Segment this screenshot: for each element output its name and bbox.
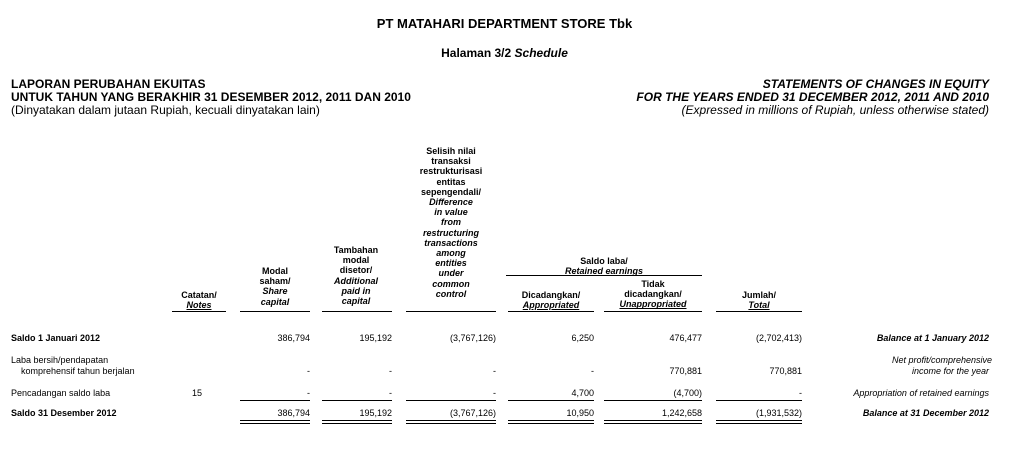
col-header-retained-earnings: Saldo laba/ Retained earnings: [564, 256, 644, 277]
row-appropriation-label-en: Appropriation of retained earnings: [853, 388, 989, 398]
subtotal-line-total: [716, 400, 802, 401]
row-appropriation-unappropriated: (4,700): [673, 388, 702, 398]
row-balance-close-restructuring: (3,767,126): [449, 408, 496, 418]
total-double-line-b-restructuring: [406, 423, 496, 424]
col-header-restructuring: Selisih nilai transaksi restrukturisasi entitas sepengendali/ Difference in value from restructuring transactions among entities under common control: [419, 146, 483, 299]
row-balance-close-label-en: Balance at 31 December 2012: [862, 408, 989, 418]
row-appropriation-share-capital: -: [307, 388, 310, 398]
row-balance-open-appropriated: 6,250: [571, 333, 594, 343]
col-underline-unappropriated: [604, 311, 702, 312]
col-underline-restructuring: [406, 311, 496, 312]
row-appropriation-appropriated: 4,700: [571, 388, 594, 398]
row-balance-close-total: (1,931,532): [755, 408, 802, 418]
row-net-profit-total: 770,881: [769, 366, 802, 376]
col-header-apic: Tambahan modal disetor/ Additional paid in capital: [333, 245, 379, 307]
col-header-total: Jumlah/ Total: [741, 290, 776, 311]
row-net-profit-restructuring: -: [493, 366, 496, 376]
subtotal-line-restructuring: [406, 400, 496, 401]
row-balance-close-apic: 195,192: [359, 408, 392, 418]
col-underline-notes: [172, 311, 226, 312]
total-double-line-a-apic: [322, 420, 392, 421]
row-appropriation-label: Pencadangan saldo laba: [11, 388, 111, 398]
total-double-line-b-unappropriated: [604, 423, 702, 424]
col-header-notes: Catatan/ Notes: [181, 290, 217, 311]
subtotal-line-share-capital: [240, 400, 310, 401]
row-net-profit-appropriated: -: [591, 366, 594, 376]
retained-earnings-underline: [506, 275, 702, 276]
subtotal-line-appropriated: [508, 400, 594, 401]
subtotal-line-apic: [322, 400, 392, 401]
total-double-line-a-appropriated: [508, 420, 594, 421]
row-net-profit-share-capital: -: [307, 366, 310, 376]
right-header-title: STATEMENTS OF CHANGES IN EQUITY: [762, 77, 989, 91]
total-double-line-a-total: [716, 420, 802, 421]
left-header: [11, 78, 411, 117]
page-label-id: Halaman 3/2: [441, 46, 512, 60]
col-header-share-capital: Modal saham/ Share capital: [259, 266, 291, 307]
total-double-line-b-share-capital: [240, 423, 310, 424]
right-header-note: (Expressed in millions of Rupiah, unless otherwise stated): [681, 103, 989, 117]
row-balance-open-total: (2,702,413): [755, 333, 802, 343]
col-underline-appropriated: [508, 311, 594, 312]
row-balance-open-label-en: Balance at 1 January 2012: [876, 333, 989, 343]
total-double-line-a-share-capital: [240, 420, 310, 421]
left-header-period: UNTUK TAHUN YANG BERAKHIR 31 DESEMBER 2012, 2011 DAN 2010: [11, 90, 411, 104]
row-appropriation-notes: 15: [192, 388, 203, 398]
right-header-period: FOR THE YEARS ENDED 31 DECEMBER 2012, 2011 AND 2010: [636, 90, 989, 104]
subtotal-line-unappropriated: [604, 400, 702, 401]
row-balance-close-appropriated: 10,950: [566, 408, 594, 418]
company-name: PT MATAHARI DEPARTMENT STORE Tbk: [376, 16, 633, 31]
row-net-profit-apic: -: [389, 366, 392, 376]
page-label: [0, 46, 1009, 60]
total-double-line-b-appropriated: [508, 423, 594, 424]
col-header-unappropriated: Tidak dicadangkan/ Unappropriated: [619, 279, 687, 310]
row-appropriation-apic: -: [389, 388, 392, 398]
row-net-profit-unappropriated: 770,881: [669, 366, 702, 376]
col-header-appropriated: Dicadangkan/ Appropriated: [521, 290, 581, 311]
row-balance-open-apic: 195,192: [359, 333, 392, 343]
row-net-profit-label-1: Laba bersih/pendapatan: [11, 355, 109, 365]
total-double-line-b-total: [716, 423, 802, 424]
total-double-line-a-restructuring: [406, 420, 496, 421]
row-balance-open-label: Saldo 1 Januari 2012: [11, 333, 101, 343]
row-appropriation-total: -: [799, 388, 802, 398]
left-header-note: (Dinyatakan dalam jutaan Rupiah, kecuali dinyatakan lain): [11, 103, 320, 117]
row-net-profit-label-en-2: income for the year: [911, 366, 989, 376]
row-net-profit-label-en-1: Net profit/comprehensive: [891, 355, 992, 365]
total-double-line-b-apic: [322, 423, 392, 424]
row-balance-close-share-capital: 386,794: [277, 408, 310, 418]
right-header: [636, 78, 989, 117]
row-balance-open-share-capital: 386,794: [277, 333, 310, 343]
row-appropriation-restructuring: -: [493, 388, 496, 398]
row-balance-close-unappropriated: 1,242,658: [661, 408, 702, 418]
col-underline-share-capital: [240, 311, 310, 312]
row-balance-open-restructuring: (3,767,126): [449, 333, 496, 343]
col-underline-apic: [322, 311, 392, 312]
row-net-profit-label-2: komprehensif tahun berjalan: [21, 366, 135, 376]
total-double-line-a-unappropriated: [604, 420, 702, 421]
row-balance-close-label: Saldo 31 Desember 2012: [11, 408, 117, 418]
col-underline-total: [716, 311, 802, 312]
page-label-en: Schedule: [514, 46, 568, 60]
row-balance-open-unappropriated: 476,477: [669, 333, 702, 343]
left-header-title: LAPORAN PERUBAHAN EKUITAS: [11, 77, 206, 91]
